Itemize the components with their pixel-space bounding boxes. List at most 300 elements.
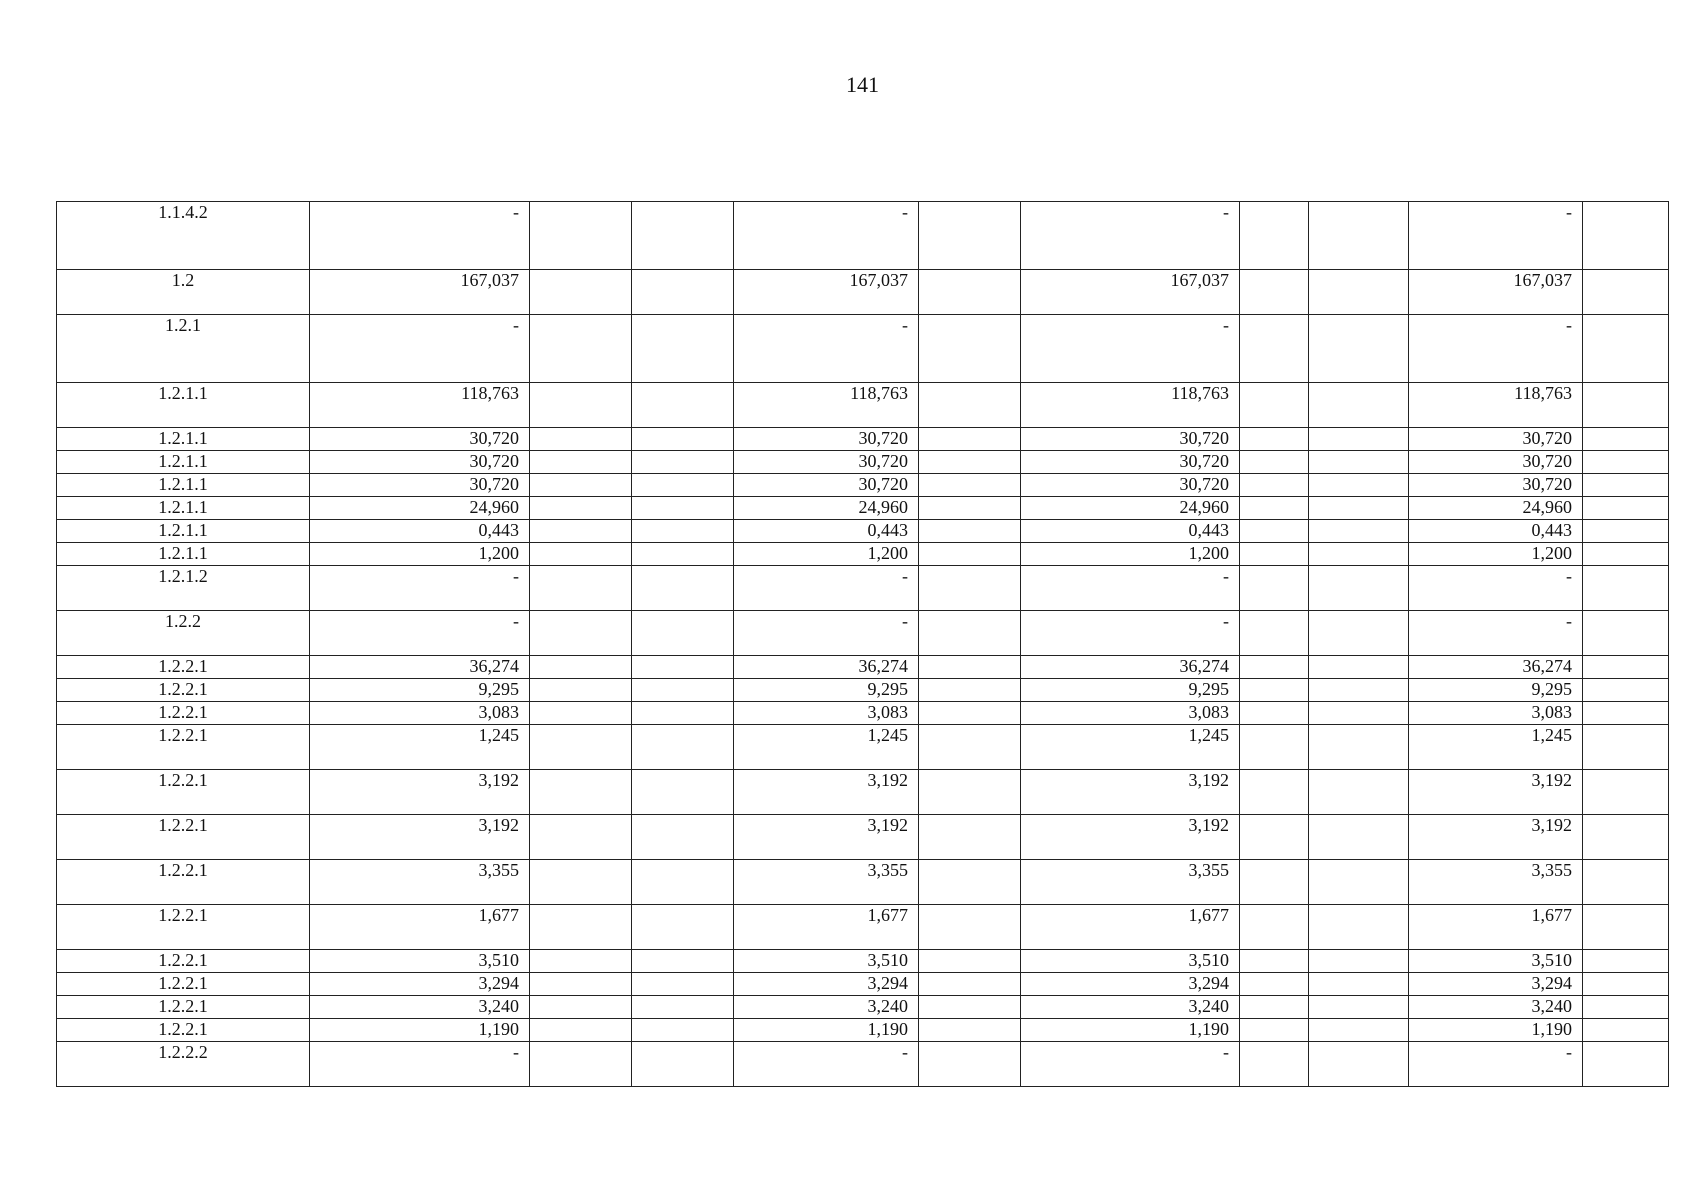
row-code-cell: 1.2.1.1 — [57, 520, 310, 543]
value-cell: 3,192 — [1021, 770, 1240, 815]
table-row — [57, 497, 1669, 520]
data-table — [56, 201, 1669, 1087]
empty-cell — [1309, 566, 1409, 611]
empty-cell — [1240, 770, 1309, 815]
value-cell: 3,294 — [1409, 973, 1583, 996]
value-cell: 3,510 — [1021, 950, 1240, 973]
value-cell: - — [734, 611, 919, 656]
value-cell: 3,240 — [1409, 996, 1583, 1019]
empty-cell — [1583, 202, 1669, 270]
empty-cell — [1240, 973, 1309, 996]
value-cell: 24,960 — [310, 497, 530, 520]
empty-cell — [1583, 566, 1669, 611]
empty-cell — [1309, 315, 1409, 383]
empty-cell — [1240, 566, 1309, 611]
row-code-cell: 1.2.1.1 — [57, 428, 310, 451]
row-code-cell: 1.2.2.1 — [57, 725, 310, 770]
empty-cell — [1309, 520, 1409, 543]
value-cell: 3,294 — [734, 973, 919, 996]
empty-cell — [530, 770, 632, 815]
empty-cell — [632, 815, 734, 860]
value-cell: 30,720 — [1409, 474, 1583, 497]
value-cell: 0,443 — [734, 520, 919, 543]
empty-cell — [1309, 474, 1409, 497]
empty-cell — [632, 202, 734, 270]
empty-cell — [632, 497, 734, 520]
table-row — [57, 950, 1669, 973]
value-cell: - — [310, 1042, 530, 1087]
table-row — [57, 905, 1669, 950]
empty-cell — [1583, 520, 1669, 543]
table-row — [57, 679, 1669, 702]
empty-cell — [530, 1019, 632, 1042]
empty-cell — [632, 1042, 734, 1087]
value-cell: 30,720 — [1409, 451, 1583, 474]
row-code-cell: 1.2.2.1 — [57, 950, 310, 973]
value-cell: - — [1409, 315, 1583, 383]
empty-cell — [919, 451, 1021, 474]
empty-cell — [632, 905, 734, 950]
empty-cell — [1309, 950, 1409, 973]
empty-cell — [1583, 950, 1669, 973]
value-cell: - — [1409, 202, 1583, 270]
table-row — [57, 702, 1669, 725]
empty-cell — [1309, 860, 1409, 905]
empty-cell — [1240, 497, 1309, 520]
empty-cell — [1309, 451, 1409, 474]
empty-cell — [530, 520, 632, 543]
empty-cell — [1309, 1042, 1409, 1087]
empty-cell — [632, 611, 734, 656]
value-cell: 118,763 — [310, 383, 530, 428]
value-cell: 3,240 — [310, 996, 530, 1019]
value-cell: 167,037 — [310, 270, 530, 315]
table-row — [57, 543, 1669, 566]
empty-cell — [1583, 1019, 1669, 1042]
value-cell: - — [1021, 1042, 1240, 1087]
value-cell: 30,720 — [734, 428, 919, 451]
value-cell: - — [1021, 315, 1240, 383]
empty-cell — [1309, 702, 1409, 725]
empty-cell — [632, 770, 734, 815]
empty-cell — [1309, 815, 1409, 860]
empty-cell — [530, 315, 632, 383]
empty-cell — [1583, 770, 1669, 815]
value-cell: 1,245 — [1409, 725, 1583, 770]
table-row — [57, 566, 1669, 611]
row-code-cell: 1.2.1.1 — [57, 451, 310, 474]
value-cell: - — [310, 566, 530, 611]
empty-cell — [1309, 1019, 1409, 1042]
empty-cell — [1583, 543, 1669, 566]
empty-cell — [1240, 202, 1309, 270]
value-cell: 3,355 — [1021, 860, 1240, 905]
empty-cell — [530, 566, 632, 611]
value-cell: 3,510 — [1409, 950, 1583, 973]
value-cell: 1,200 — [1021, 543, 1240, 566]
empty-cell — [530, 428, 632, 451]
value-cell: - — [310, 611, 530, 656]
empty-cell — [919, 474, 1021, 497]
table-row — [57, 815, 1669, 860]
empty-cell — [1240, 383, 1309, 428]
value-cell: 9,295 — [1021, 679, 1240, 702]
value-cell: 30,720 — [310, 474, 530, 497]
empty-cell — [1583, 474, 1669, 497]
value-cell: 1,200 — [1409, 543, 1583, 566]
empty-cell — [1240, 474, 1309, 497]
value-cell: 0,443 — [1021, 520, 1240, 543]
value-cell: 30,720 — [310, 451, 530, 474]
value-cell: 36,274 — [1409, 656, 1583, 679]
value-cell: 3,083 — [734, 702, 919, 725]
empty-cell — [919, 656, 1021, 679]
value-cell: - — [1021, 566, 1240, 611]
value-cell: 30,720 — [1021, 428, 1240, 451]
value-cell: 30,720 — [734, 451, 919, 474]
table-row — [57, 202, 1669, 270]
value-cell: 24,960 — [1021, 497, 1240, 520]
table-row — [57, 725, 1669, 770]
empty-cell — [1240, 315, 1309, 383]
empty-cell — [919, 1019, 1021, 1042]
value-cell: 3,240 — [1021, 996, 1240, 1019]
value-cell: - — [734, 202, 919, 270]
value-cell: 3,083 — [1021, 702, 1240, 725]
value-cell: 1,245 — [1021, 725, 1240, 770]
value-cell: 3,510 — [734, 950, 919, 973]
value-cell: - — [310, 315, 530, 383]
value-cell: - — [1409, 566, 1583, 611]
table-row — [57, 474, 1669, 497]
page-number: 141 — [846, 72, 879, 97]
value-cell: 9,295 — [310, 679, 530, 702]
empty-cell — [919, 815, 1021, 860]
empty-cell — [919, 611, 1021, 656]
empty-cell — [1583, 656, 1669, 679]
empty-cell — [530, 679, 632, 702]
value-cell: 1,677 — [734, 905, 919, 950]
empty-cell — [530, 725, 632, 770]
value-cell: 0,443 — [1409, 520, 1583, 543]
empty-cell — [1583, 611, 1669, 656]
empty-cell — [1240, 996, 1309, 1019]
empty-cell — [632, 860, 734, 905]
value-cell: 9,295 — [734, 679, 919, 702]
value-cell: 118,763 — [1409, 383, 1583, 428]
table-row — [57, 770, 1669, 815]
empty-cell — [919, 566, 1021, 611]
empty-cell — [632, 656, 734, 679]
empty-cell — [1583, 451, 1669, 474]
row-code-cell: 1.2.2.1 — [57, 905, 310, 950]
value-cell: 3,192 — [310, 770, 530, 815]
value-cell: 3,240 — [734, 996, 919, 1019]
empty-cell — [919, 905, 1021, 950]
row-code-cell: 1.2.2.1 — [57, 815, 310, 860]
empty-cell — [1309, 905, 1409, 950]
value-cell: 3,192 — [734, 815, 919, 860]
empty-cell — [919, 270, 1021, 315]
value-cell: 0,443 — [310, 520, 530, 543]
empty-cell — [1309, 679, 1409, 702]
value-cell: 1,190 — [734, 1019, 919, 1042]
value-cell: 118,763 — [1021, 383, 1240, 428]
row-code-cell: 1.2.2.1 — [57, 770, 310, 815]
value-cell: 3,192 — [1409, 815, 1583, 860]
empty-cell — [919, 950, 1021, 973]
empty-cell — [919, 520, 1021, 543]
empty-cell — [530, 270, 632, 315]
value-cell: 1,245 — [310, 725, 530, 770]
value-cell: 3,192 — [1021, 815, 1240, 860]
empty-cell — [1309, 428, 1409, 451]
empty-cell — [530, 996, 632, 1019]
empty-cell — [530, 702, 632, 725]
empty-cell — [632, 520, 734, 543]
empty-cell — [1583, 905, 1669, 950]
empty-cell — [1240, 520, 1309, 543]
empty-cell — [1309, 611, 1409, 656]
empty-cell — [1583, 679, 1669, 702]
table-row — [57, 973, 1669, 996]
row-code-cell: 1.2.2.1 — [57, 996, 310, 1019]
empty-cell — [1240, 611, 1309, 656]
empty-cell — [1583, 383, 1669, 428]
empty-cell — [1583, 815, 1669, 860]
row-code-cell: 1.2.1.1 — [57, 383, 310, 428]
value-cell: 167,037 — [1021, 270, 1240, 315]
empty-cell — [919, 996, 1021, 1019]
empty-cell — [919, 702, 1021, 725]
value-cell: 3,192 — [734, 770, 919, 815]
row-code-cell: 1.2.1.1 — [57, 543, 310, 566]
value-cell: 30,720 — [1021, 451, 1240, 474]
value-cell: - — [1409, 1042, 1583, 1087]
table-row — [57, 860, 1669, 905]
value-cell: 3,083 — [1409, 702, 1583, 725]
value-cell: 30,720 — [734, 474, 919, 497]
table-row — [57, 315, 1669, 383]
row-code-cell: 1.2.2.1 — [57, 1019, 310, 1042]
empty-cell — [1583, 702, 1669, 725]
value-cell: 3,192 — [1409, 770, 1583, 815]
empty-cell — [632, 679, 734, 702]
empty-cell — [919, 543, 1021, 566]
empty-cell — [530, 815, 632, 860]
table-row — [57, 1019, 1669, 1042]
empty-cell — [530, 611, 632, 656]
empty-cell — [1583, 973, 1669, 996]
value-cell: 9,295 — [1409, 679, 1583, 702]
empty-cell — [530, 973, 632, 996]
value-cell: 3,192 — [310, 815, 530, 860]
value-cell: 1,190 — [1021, 1019, 1240, 1042]
value-cell: - — [734, 1042, 919, 1087]
empty-cell — [1309, 996, 1409, 1019]
value-cell: 167,037 — [734, 270, 919, 315]
row-code-cell: 1.2.1.1 — [57, 474, 310, 497]
empty-cell — [1240, 725, 1309, 770]
empty-cell — [530, 1042, 632, 1087]
value-cell: 24,960 — [1409, 497, 1583, 520]
table-row — [57, 656, 1669, 679]
value-cell: 3,294 — [310, 973, 530, 996]
empty-cell — [530, 474, 632, 497]
empty-cell — [632, 474, 734, 497]
value-cell: 24,960 — [734, 497, 919, 520]
empty-cell — [530, 497, 632, 520]
empty-cell — [1240, 905, 1309, 950]
empty-cell — [919, 679, 1021, 702]
empty-cell — [919, 860, 1021, 905]
value-cell: 3,510 — [310, 950, 530, 973]
empty-cell — [530, 383, 632, 428]
empty-cell — [1240, 543, 1309, 566]
value-cell: 3,355 — [1409, 860, 1583, 905]
empty-cell — [1309, 543, 1409, 566]
empty-cell — [1240, 950, 1309, 973]
empty-cell — [1309, 202, 1409, 270]
value-cell: - — [734, 315, 919, 383]
value-cell: 3,355 — [310, 860, 530, 905]
value-cell: 167,037 — [1409, 270, 1583, 315]
empty-cell — [530, 543, 632, 566]
value-cell: 1,200 — [734, 543, 919, 566]
value-cell: 1,677 — [1021, 905, 1240, 950]
empty-cell — [919, 1042, 1021, 1087]
empty-cell — [632, 451, 734, 474]
empty-cell — [1309, 770, 1409, 815]
empty-cell — [919, 497, 1021, 520]
empty-cell — [530, 656, 632, 679]
empty-cell — [1240, 428, 1309, 451]
empty-cell — [1583, 497, 1669, 520]
row-code-cell: 1.1.4.2 — [57, 202, 310, 270]
table-body — [57, 202, 1669, 1087]
empty-cell — [1583, 996, 1669, 1019]
empty-cell — [530, 905, 632, 950]
empty-cell — [1240, 1019, 1309, 1042]
row-code-cell: 1.2.1 — [57, 315, 310, 383]
value-cell: 1,677 — [1409, 905, 1583, 950]
table-row — [57, 1042, 1669, 1087]
value-cell: 118,763 — [734, 383, 919, 428]
table-row — [57, 383, 1669, 428]
empty-cell — [1240, 860, 1309, 905]
value-cell: - — [1409, 611, 1583, 656]
empty-cell — [632, 543, 734, 566]
empty-cell — [1583, 428, 1669, 451]
value-cell: 36,274 — [734, 656, 919, 679]
value-cell: 30,720 — [310, 428, 530, 451]
table-row — [57, 270, 1669, 315]
empty-cell — [1309, 725, 1409, 770]
empty-cell — [1240, 1042, 1309, 1087]
empty-cell — [1583, 270, 1669, 315]
row-code-cell: 1.2.2.1 — [57, 679, 310, 702]
empty-cell — [632, 725, 734, 770]
empty-cell — [919, 383, 1021, 428]
empty-cell — [530, 451, 632, 474]
row-code-cell: 1.2.2 — [57, 611, 310, 656]
empty-cell — [919, 428, 1021, 451]
row-code-cell: 1.2.2.1 — [57, 860, 310, 905]
empty-cell — [1240, 702, 1309, 725]
empty-cell — [530, 860, 632, 905]
empty-cell — [632, 566, 734, 611]
empty-cell — [1309, 973, 1409, 996]
table-row — [57, 520, 1669, 543]
empty-cell — [632, 383, 734, 428]
value-cell: 30,720 — [1409, 428, 1583, 451]
empty-cell — [1309, 497, 1409, 520]
empty-cell — [530, 950, 632, 973]
value-cell: 1,200 — [310, 543, 530, 566]
value-cell: 1,677 — [310, 905, 530, 950]
empty-cell — [1240, 451, 1309, 474]
value-cell: 36,274 — [310, 656, 530, 679]
value-cell: 3,355 — [734, 860, 919, 905]
empty-cell — [1309, 383, 1409, 428]
empty-cell — [1240, 679, 1309, 702]
empty-cell — [1583, 1042, 1669, 1087]
row-code-cell: 1.2.2.1 — [57, 656, 310, 679]
row-code-cell: 1.2.1.1 — [57, 497, 310, 520]
empty-cell — [1240, 656, 1309, 679]
empty-cell — [632, 950, 734, 973]
empty-cell — [1309, 656, 1409, 679]
empty-cell — [632, 702, 734, 725]
value-cell: - — [1021, 611, 1240, 656]
row-code-cell: 1.2.2.2 — [57, 1042, 310, 1087]
value-cell: 3,294 — [1021, 973, 1240, 996]
empty-cell — [919, 202, 1021, 270]
value-cell: 1,190 — [1409, 1019, 1583, 1042]
row-code-cell: 1.2.1.2 — [57, 566, 310, 611]
value-cell: 1,245 — [734, 725, 919, 770]
row-code-cell: 1.2.2.1 — [57, 702, 310, 725]
empty-cell — [919, 725, 1021, 770]
empty-cell — [1583, 860, 1669, 905]
row-code-cell: 1.2.2.1 — [57, 973, 310, 996]
value-cell: 36,274 — [1021, 656, 1240, 679]
empty-cell — [1240, 815, 1309, 860]
table-row — [57, 611, 1669, 656]
empty-cell — [632, 996, 734, 1019]
empty-cell — [1583, 315, 1669, 383]
value-cell: 30,720 — [1021, 474, 1240, 497]
empty-cell — [1583, 725, 1669, 770]
value-cell: - — [734, 566, 919, 611]
empty-cell — [919, 770, 1021, 815]
empty-cell — [1309, 270, 1409, 315]
value-cell: 1,190 — [310, 1019, 530, 1042]
value-cell: - — [1021, 202, 1240, 270]
row-code-cell: 1.2 — [57, 270, 310, 315]
empty-cell — [919, 315, 1021, 383]
empty-cell — [632, 315, 734, 383]
empty-cell — [919, 973, 1021, 996]
value-cell: - — [310, 202, 530, 270]
table-row — [57, 996, 1669, 1019]
empty-cell — [632, 270, 734, 315]
empty-cell — [632, 1019, 734, 1042]
table-row — [57, 451, 1669, 474]
empty-cell — [632, 428, 734, 451]
value-cell: 3,083 — [310, 702, 530, 725]
empty-cell — [530, 202, 632, 270]
